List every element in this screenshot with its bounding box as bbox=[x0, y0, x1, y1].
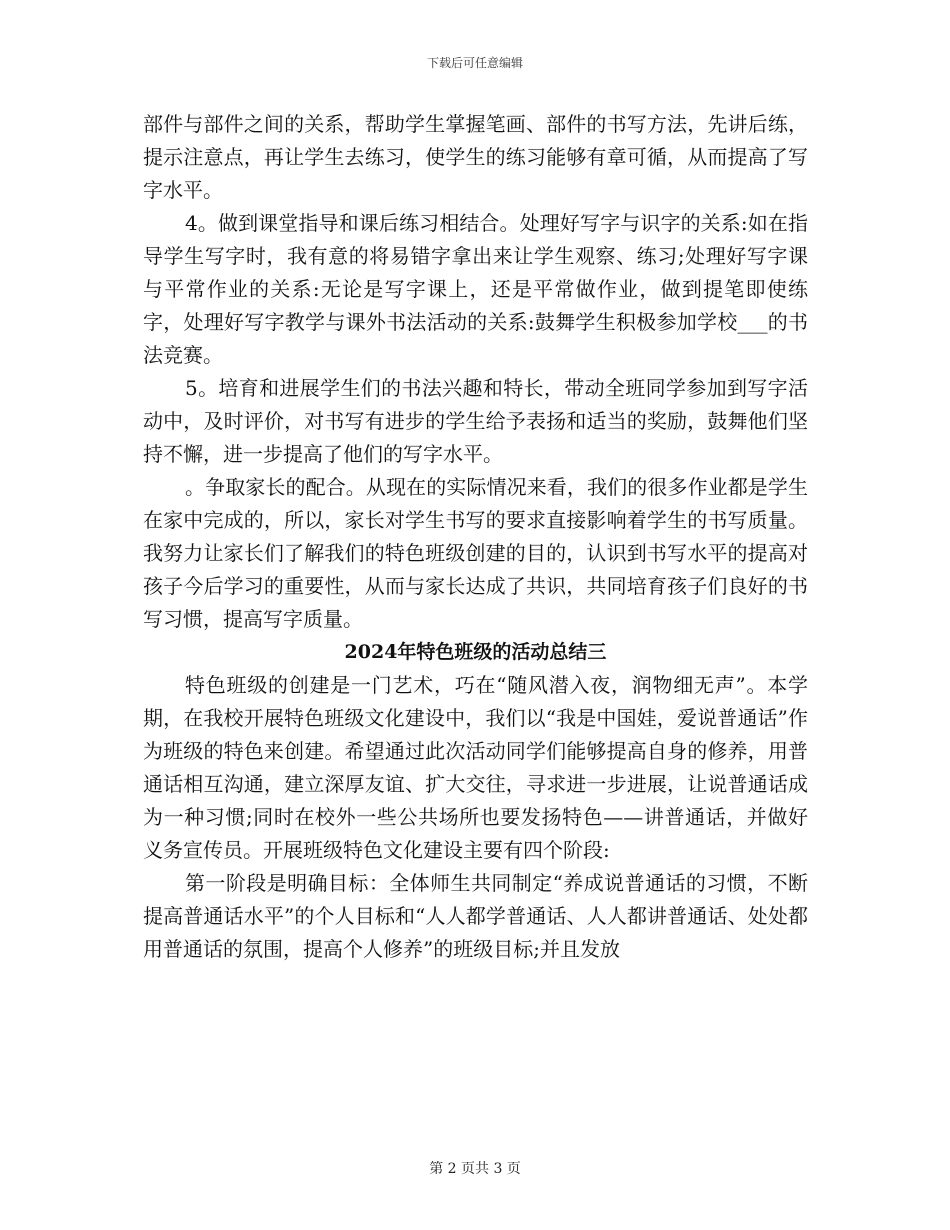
paragraph-item-4: 4。做到课堂指导和课后练习相结合。处理好写字与识字的关系:如在指导学生写字时，我有意的将易错字拿出来让学生观察、练习;处理好写字课与平常作业的关系:无论是写字课上，还是平常做作业，做到提笔即使练字，处理好写字教学与课外书法活动的关系:鼓舞学生积极参加学校___的书法竞赛。 bbox=[143, 211, 808, 367]
paragraph-item-5: 5。培育和进展学生们的书法兴趣和特长，带动全班同学参加到写字活动中，及时评价，对书写有进步的学生给予表扬和适当的奖励，鼓舞他们坚持不懈，进一步提高了他们的写字水平。 bbox=[143, 376, 808, 466]
paragraph-intro: 特色班级的创建是一门艺术，巧在“随风潜入夜，润物细无声”。本学期，在我校开展特色班级文化建设中，我们以“我是中国娃，爱说普通话”作为班级的特色来创建。希望通过此次活动同学们能够提高自身的修养，用普通话相互沟通，建立深厚友谊、扩大交往，寻求进一步进展，让说普通话成为一种习惯;同时在校外一些公共场所也要发扬特色——讲普通话，并做好义务宣传员。开展班级特色文化建设主要有四个阶段: bbox=[143, 673, 808, 862]
paragraph-continuation: 部件与部件之间的关系，帮助学生掌握笔画、部件的书写方法，先讲后练，提示注意点，再让学生去练习，使学生的练习能够有章可循，从而提高了写字水平。 bbox=[143, 112, 808, 202]
page-header: 下载后可任意编辑 bbox=[426, 56, 523, 70]
page-footer: 第 2 页共 3 页 bbox=[429, 1161, 521, 1177]
section-title: 2024年特色班级的活动总结三 bbox=[344, 641, 607, 663]
paragraph-parent-cooperation: 。争取家长的配合。从现在的实际情况来看，我们的很多作业都是学生在家中完成的，所以，家长对学生书写的要求直接影响着学生的书写质量。我努力让家长们了解我们的特色班级创建的目的，认识到书写水平的提高对孩子今后学习的重要性，从而与家长达成了共识，共同培育孩子们良好的书写习惯，提高写字质量。 bbox=[143, 475, 808, 631]
document-body bbox=[143, 108, 808, 966]
paragraph-stage-one: 第一阶段是明确目标：全体师生共同制定“养成说普通话的习惯，不断提高普通话水平”的个人目标和“人人都学普通话、人人都讲普通话、处处都用普通话的氛围，提高个人修养”的班级目标;并且发放 bbox=[143, 871, 808, 961]
